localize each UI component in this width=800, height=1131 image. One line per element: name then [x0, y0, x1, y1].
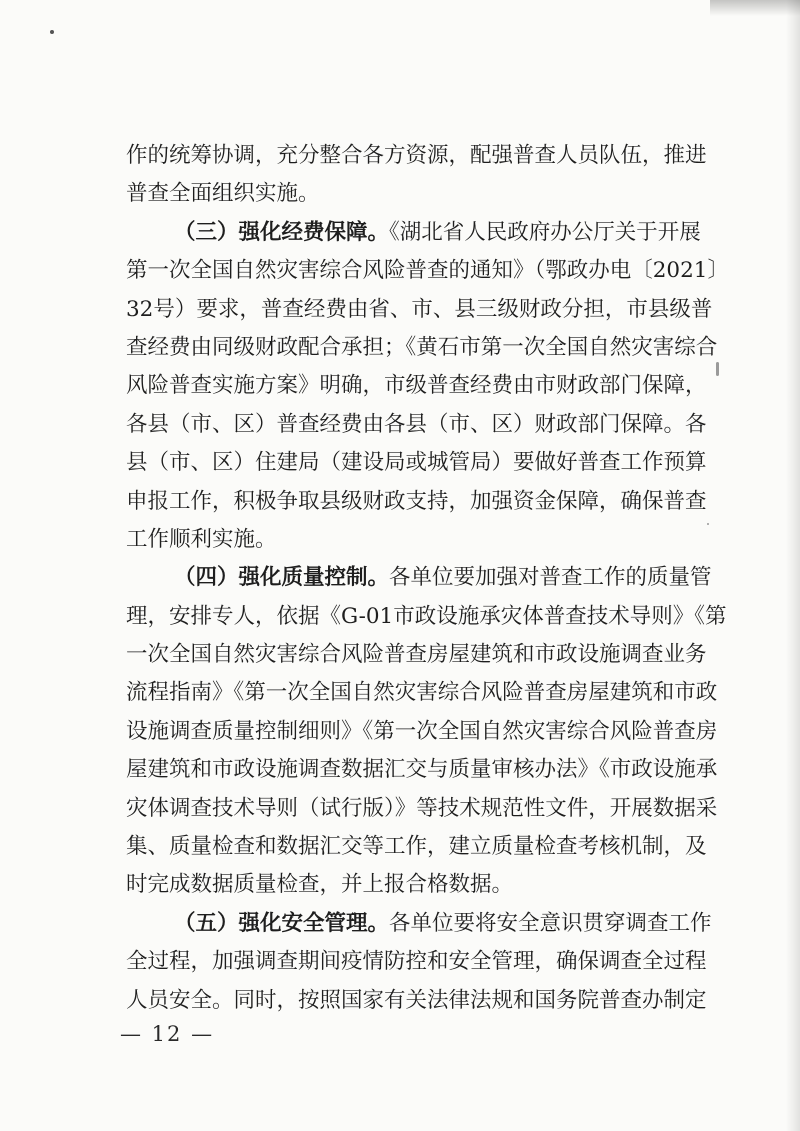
body-line: 理，安排专人，依据《G-01市政设施承灾体普查技术导则》《第 [126, 603, 727, 629]
body-line: 一次全国自然灾害综合风险普查房屋建筑和市政设施调查业务 [126, 642, 707, 668]
body-line: 各县（市、区）普查经费由各县（市、区）财政部门保障。各 [126, 411, 707, 437]
scan-speck [707, 523, 709, 525]
section-3-first-line [126, 214, 701, 252]
body-line: 申报工作，积极争取县级财政支持，加强资金保障，确保普查 [126, 488, 707, 514]
body-line: 集、质量检查和数据汇交等工作，建立质量检查考核机制，及 [126, 834, 707, 860]
body-line: 时完成数据质量检查，并上报合格数据。 [126, 872, 514, 898]
scan-speck [716, 362, 719, 376]
section-4-text: 各单位要加强对普查工作的质量管 [389, 565, 712, 591]
body-line: 灾体调查技术导则（试行版）》等技术规范性文件，开展数据采 [126, 795, 718, 821]
body-line: 32号）要求，普查经费由省、市、县三级财政分担，市县级普 [126, 296, 713, 322]
scan-edge-shadow [786, 0, 800, 1131]
body-line: 屋建筑和市政设施调查数据汇交与质量审核办法》《市政设施承 [126, 757, 718, 783]
section-3-text: 《湖北省人民政府办公厅关于开展 [389, 219, 701, 245]
section-5-first-line [126, 905, 712, 943]
section-4-heading: （四）强化质量控制。 [174, 565, 390, 591]
body-line: 县（市、区）住建局（建设局或城管局）要做好普查工作预算 [126, 450, 707, 476]
body-line: 全过程，加强调查期间疫情防控和安全管理，确保调查全过程 [126, 949, 707, 975]
section-5-heading: （五）强化安全管理。 [174, 910, 390, 936]
body-line: 人员安全。同时，按照国家有关法律法规和国务院普查办制定 [126, 987, 707, 1013]
section-3-heading: （三）强化经费保障。 [174, 219, 390, 245]
scan-corner-shadow [710, 0, 800, 16]
body-line: 设施调查质量控制细则》《第一次全国自然灾害综合风险普查房 [126, 718, 718, 744]
body-line: 作的统筹协调，充分整合各方资源，配强普查人员队伍，推进 [126, 143, 707, 168]
section-5-text: 各单位要将安全意识贯穿调查工作 [389, 910, 712, 936]
body-text [126, 137, 729, 1020]
body-line: 普查全面组织实施。 [126, 181, 320, 207]
body-line: 风险普查实施方案》明确，市级普查经费由市财政部门保障， [126, 373, 707, 399]
page-number: — 12 — [120, 1022, 215, 1046]
body-line: 工作顺利实施。 [126, 526, 277, 552]
body-line: 查经费由同级财政配合承担；《黄石市第一次全国自然灾害综合 [126, 334, 718, 360]
scan-speck [50, 30, 54, 34]
body-line: 第一次全国自然灾害综合风险普查的通知》（鄂政办电〔2021〕 [126, 258, 729, 284]
body-line: 流程指南》《第一次全国自然灾害综合风险普查房屋建筑和市政 [126, 680, 718, 706]
section-4-first-line [126, 559, 712, 597]
